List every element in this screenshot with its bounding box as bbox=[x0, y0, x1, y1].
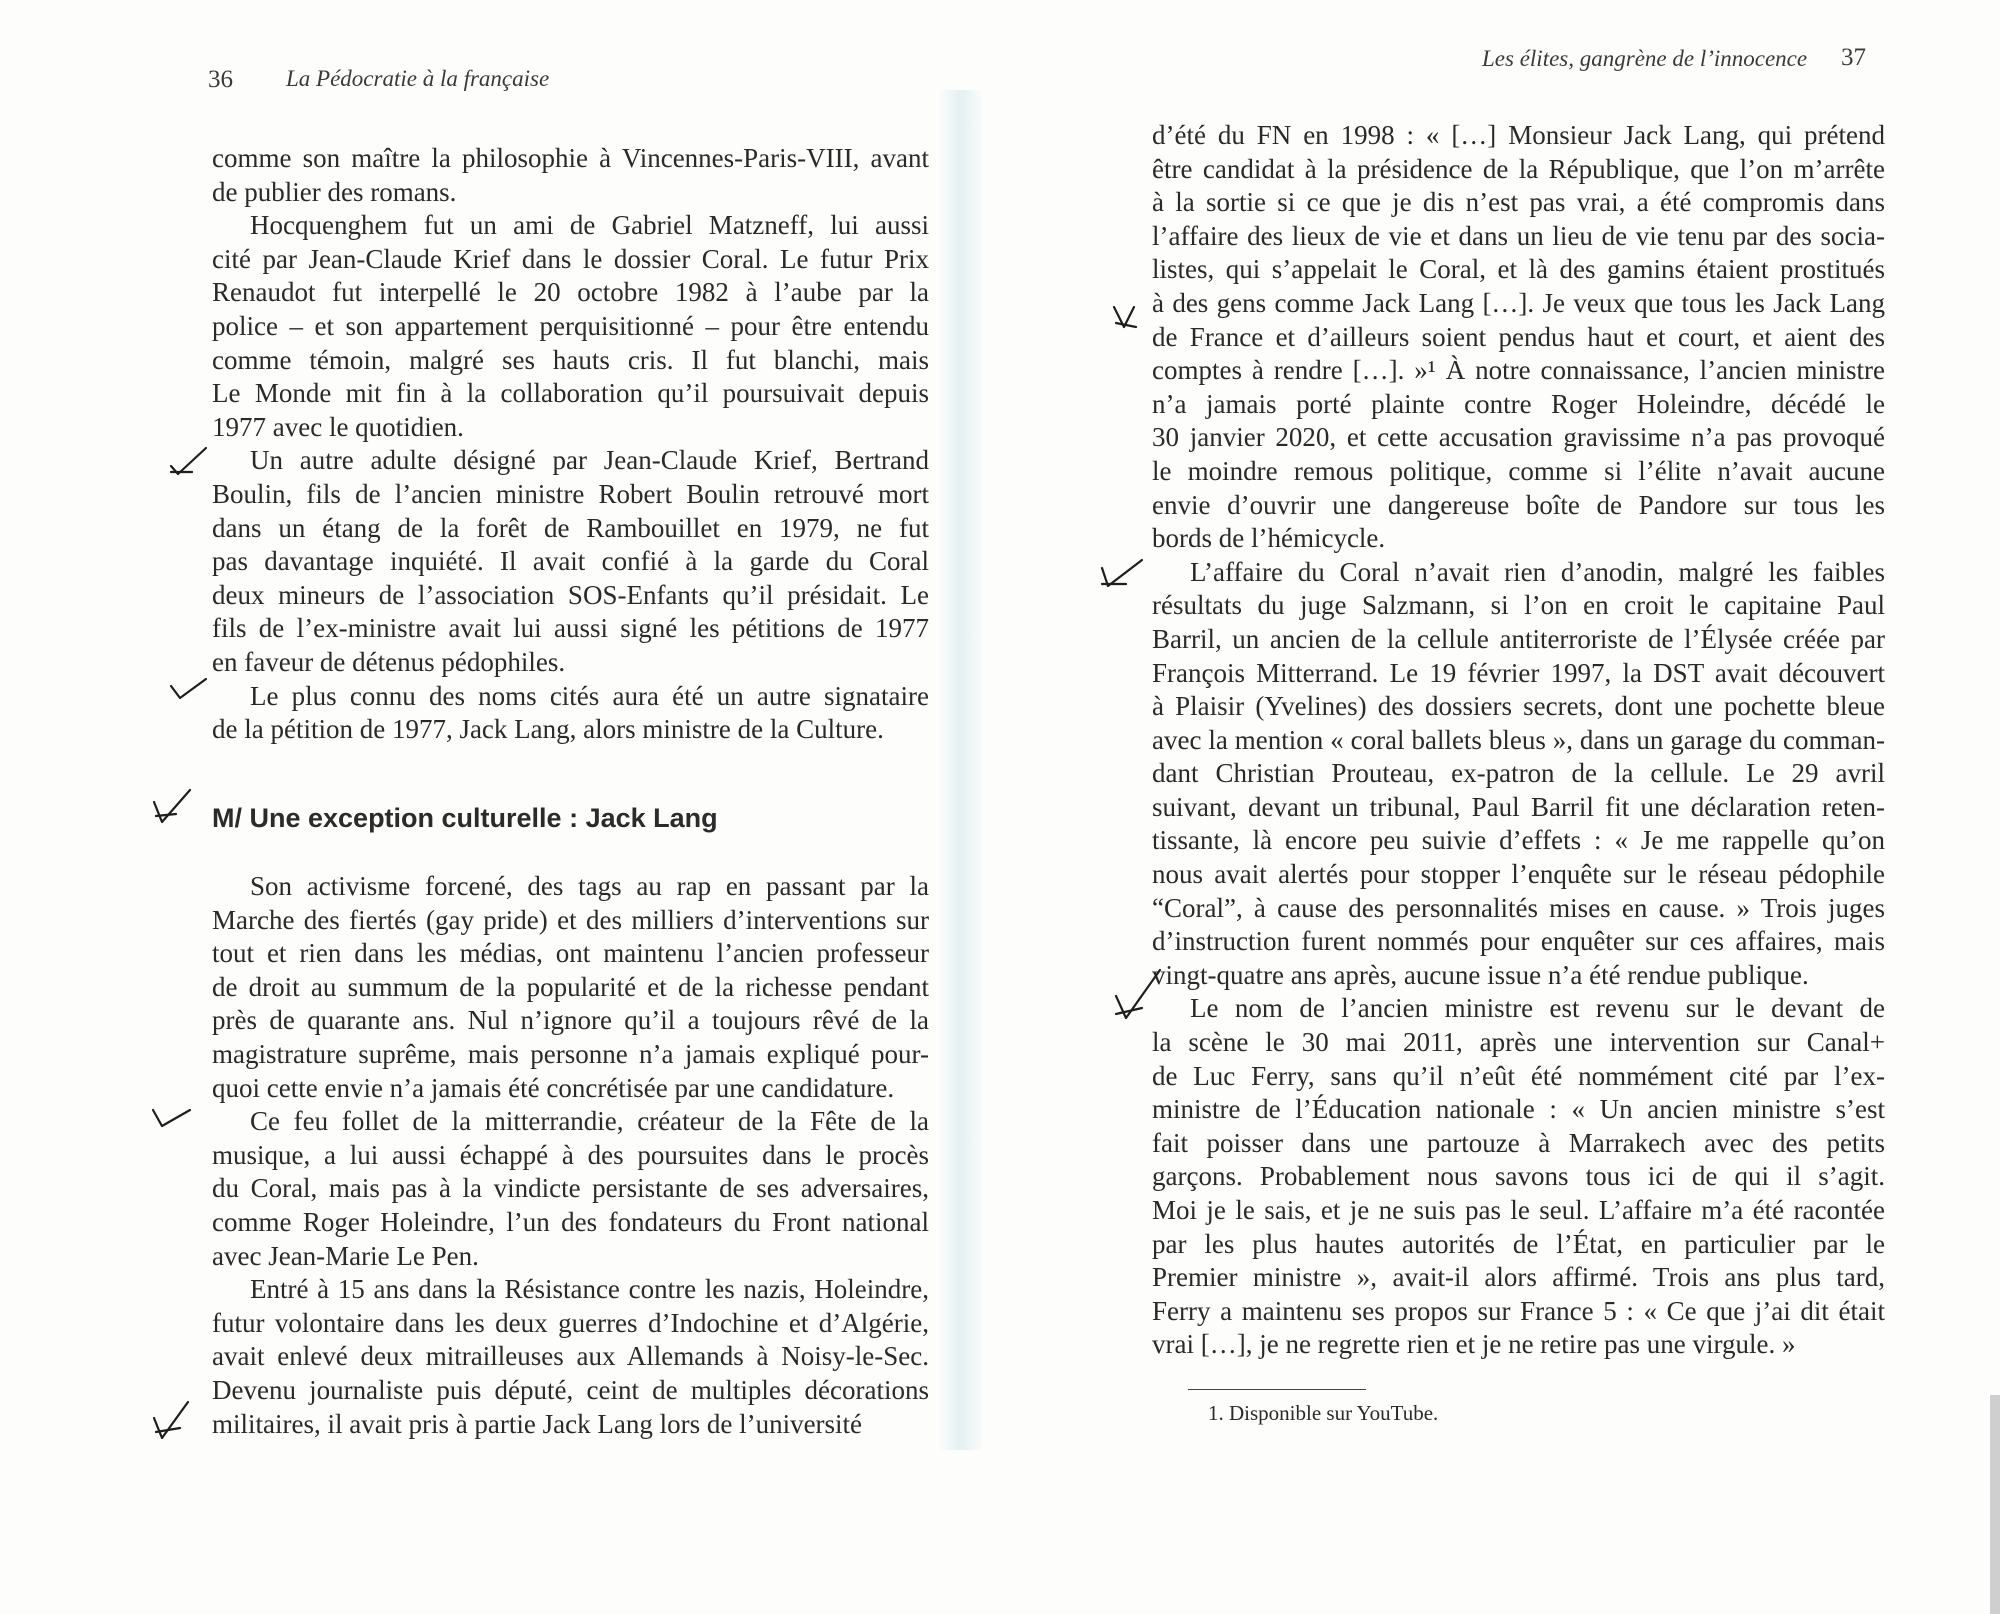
margin-check-mark-icon bbox=[1110, 301, 1140, 331]
text-line: deux mineurs de l’association SOS-Enfants qu’il présidait. Le bbox=[212, 579, 929, 610]
margin-check-mark-icon bbox=[1112, 968, 1162, 1022]
text-line: Boulin, fils de l’ancien ministre Robert Boulin retrouvé mort bbox=[212, 478, 929, 509]
left-running-title: La Pédocratie à la française bbox=[286, 66, 550, 91]
text-line: François Mitterrand. Le 19 février 1997, la DST avait découvert bbox=[1152, 657, 1885, 688]
text-line: résultats du juge Salzmann, si l’on en croit le capitaine Paul bbox=[1152, 590, 1885, 621]
text-line: Hocquenghem fut un ami de Gabriel Matzneff, lui aussi bbox=[250, 210, 929, 241]
text-line: Premier ministre », avait-il alors affirmé. Trois ans plus tard, bbox=[1152, 1262, 1885, 1293]
text-line: listes, qui s’appelait le Coral, et là des gamins étaient prostitués bbox=[1152, 254, 1885, 285]
text-line: 30 janvier 2020, et cette accusation gravissime n’a pas provoqué bbox=[1152, 422, 1885, 453]
text-line: le moindre remous politique, comme si l’élite n’avait aucune bbox=[1152, 455, 1885, 486]
text-line: du Coral, mais pas à la vindicte persistante de ses adversaires, bbox=[212, 1173, 929, 1204]
text-line: par les plus hautes autorités de l’État, en particulier par le bbox=[1152, 1228, 1885, 1259]
text-line: Renaudot fut interpellé le 20 octobre 1982 à l’aube par la bbox=[212, 277, 929, 308]
left-text-block-1 bbox=[212, 142, 929, 747]
text-line: en faveur de détenus pédophiles. bbox=[212, 646, 566, 677]
text-line: vingt-quatre ans après, aucune issue n’a été rendue publique. bbox=[1152, 959, 1809, 990]
text-line: l’affaire des lieux de vie et dans un lieu de vie tenu par des socia- bbox=[1152, 220, 1885, 251]
text-line: avec Jean-Marie Le Pen. bbox=[212, 1240, 479, 1271]
text-line: Devenu journaliste puis député, ceint de multiples décorations bbox=[212, 1374, 929, 1405]
text-line: à des gens comme Jack Lang […]. Je veux que tous les Jack Lang bbox=[1152, 287, 1885, 318]
book-gutter bbox=[938, 90, 984, 1450]
text-line: fils de l’ex-ministre avait lui aussi signé les pétitions de 1977 bbox=[212, 613, 929, 644]
text-line: envie d’ouvrir une dangereuse boîte de Pandore sur tous les bbox=[1152, 489, 1885, 520]
text-line: Le Monde mit fin à la collaboration qu’il poursuivait depuis bbox=[212, 378, 929, 409]
margin-check-mark-icon bbox=[150, 786, 194, 826]
text-line: suivant, devant un tribunal, Paul Barril fit une déclaration reten- bbox=[1152, 791, 1885, 822]
text-line: Entré à 15 ans dans la Résistance contre les nazis, Holeindre, bbox=[250, 1274, 929, 1305]
text-line: comme Roger Holeindre, l’un des fondateurs du Front national bbox=[212, 1206, 929, 1237]
text-line: militaires, il avait pris à partie Jack Lang lors de l’université bbox=[212, 1408, 863, 1439]
text-line: tissante, là encore peu suivie d’effets : « Je me rappelle qu’on bbox=[1152, 825, 1885, 856]
right-running-title: Les élites, gangrène de l’innocence bbox=[1482, 46, 1808, 71]
text-line: comme son maître la philosophie à Vincennes-Paris-VIII, avant bbox=[212, 143, 929, 173]
text-line: futur volontaire dans les deux guerres d’Indochine et d’Algérie, bbox=[212, 1307, 929, 1338]
text-line: de Luc Ferry, sans qu’il n’eût été nommément cité par l’ex- bbox=[1152, 1060, 1885, 1091]
text-line: Le plus connu des noms cités aura été un autre signataire bbox=[250, 680, 929, 711]
left-page-number: 36 bbox=[208, 66, 233, 93]
text-line: 1977 avec le quotidien. bbox=[212, 411, 464, 442]
text-line: de publier des romans. bbox=[212, 176, 457, 207]
text-line: la scène le 30 mai 2011, après une intervention sur Canal+ bbox=[1152, 1027, 1885, 1058]
footnote-rule bbox=[1188, 1389, 1366, 1390]
text-line: avec la mention « coral ballets bleus », dans un garage du comman- bbox=[1152, 724, 1885, 755]
text-line: être candidat à la présidence de la République, que l’on m’arrête bbox=[1152, 153, 1885, 184]
footnote: 1. Disponible sur YouTube. bbox=[1208, 1401, 1439, 1425]
left-text-block-2 bbox=[212, 870, 929, 1441]
text-line: de droit au summum de la popularité et de la richesse pendant bbox=[212, 971, 929, 1002]
text-line: fait poisser dans une partouze à Marrakech avec des petits bbox=[1152, 1127, 1885, 1158]
text-line: garçons. Probablement nous savons tous ici de qui il s’agit. bbox=[1152, 1161, 1885, 1192]
text-line: près de quarante ans. Nul n’ignore qu’il a toujours rêvé de la bbox=[212, 1005, 929, 1036]
text-line: avait enlevé deux mitrailleuses aux Allemands à Noisy-le-Sec. bbox=[212, 1341, 929, 1372]
text-line: de la pétition de 1977, Jack Lang, alors ministre de la Culture. bbox=[212, 714, 884, 745]
text-line: ministre de l’Éducation nationale : « Un ancien ministre s’est bbox=[1152, 1094, 1885, 1125]
text-line: quoi cette envie n’a jamais été concrétisée par une candidature. bbox=[212, 1072, 895, 1103]
margin-check-mark-icon bbox=[168, 444, 212, 478]
margin-check-mark-icon bbox=[1098, 556, 1146, 590]
text-line: Son activisme forcené, des tags au rap en passant par la bbox=[250, 871, 929, 901]
text-line: Le nom de l’ancien ministre est revenu sur le devant de bbox=[1190, 993, 1885, 1024]
margin-check-mark-icon bbox=[150, 1398, 192, 1442]
text-line: vrai […], je ne regrette rien et je ne retire pas une virgule. » bbox=[1152, 1329, 1796, 1360]
text-line: Un autre adulte désigné par Jean-Claude Krief, Bertrand bbox=[250, 445, 929, 476]
text-line: cité par Jean-Claude Krief dans le dossier Coral. Le futur Prix bbox=[212, 243, 929, 274]
text-line: à Plaisir (Yvelines) des dossiers secrets, dont une pochette bleue bbox=[1152, 691, 1885, 722]
text-line: Moi je le sais, et je ne suis pas le seul. L’affaire m’a été racontée bbox=[1152, 1195, 1885, 1225]
text-line: de France et d’ailleurs soient pendus haut et court, et aient des bbox=[1152, 321, 1885, 352]
text-line: à la sortie si ce que je dis n’est pas vrai, a été compromis dans bbox=[1152, 187, 1885, 218]
margin-check-mark-icon bbox=[168, 676, 212, 702]
text-line: “Coral”, à cause des personnalités mises en cause. » Trois juges bbox=[1152, 892, 1885, 923]
text-line: L’affaire du Coral n’avait rien d’anodin, malgré les faibles bbox=[1190, 556, 1885, 587]
right-text-block bbox=[1152, 119, 1885, 1362]
margin-check-mark-icon bbox=[150, 1104, 194, 1130]
section-heading: M/ Une exception culturelle : Jack Lang bbox=[212, 803, 718, 833]
text-line: n’a jamais porté plainte contre Roger Holeindre, décédé le bbox=[1152, 388, 1885, 419]
text-line: d’instruction furent nommés pour enquêter sur ces affaires, mais bbox=[1152, 926, 1885, 957]
text-line: d’été du FN en 1998 : « […] Monsieur Jack Lang, qui prétend bbox=[1152, 120, 1885, 150]
text-line: nous avait alertés pour stopper l’enquête sur le réseau pédophile bbox=[1152, 859, 1885, 890]
text-line: comme témoin, malgré ses hauts cris. Il fut blanchi, mais bbox=[212, 344, 929, 375]
text-line: dant Christian Prouteau, ex-patron de la cellule. Le 29 avril bbox=[1152, 758, 1885, 789]
text-line: tout et rien dans les médias, ont maintenu l’ancien professeur bbox=[212, 938, 929, 969]
text-line: dans un étang de la forêt de Rambouillet en 1979, ne fut bbox=[212, 512, 929, 543]
text-line: Barril, un ancien de la cellule antiterroriste de l’Élysée créée par bbox=[1152, 623, 1885, 654]
right-page-number: 37 bbox=[1841, 44, 1866, 71]
text-line: musique, a lui aussi échappé à des poursuites dans le procès bbox=[212, 1139, 929, 1170]
text-line: Ferry a maintenu ses propos sur France 5 : « Ce que j’ai dit était bbox=[1152, 1295, 1885, 1326]
text-line: Marche des fiertés (gay pride) et des milliers d’interventions sur bbox=[212, 904, 929, 935]
text-line: pas davantage inquiété. Il avait confié à la garde du Coral bbox=[212, 546, 929, 577]
text-line: police – et son appartement perquisitionné – pour être entendu bbox=[212, 310, 929, 341]
text-line: magistrature suprême, mais personne n’a jamais expliqué pour- bbox=[212, 1038, 929, 1069]
text-line: Ce feu follet de la mitterrandie, créateur de la Fête de la bbox=[250, 1106, 929, 1137]
page-edge bbox=[1990, 1395, 2000, 1614]
text-line: bords de l’hémicycle. bbox=[1152, 523, 1386, 554]
text-line: comptes à rendre […]. »¹ À notre connaissance, l’ancien ministre bbox=[1152, 355, 1885, 386]
